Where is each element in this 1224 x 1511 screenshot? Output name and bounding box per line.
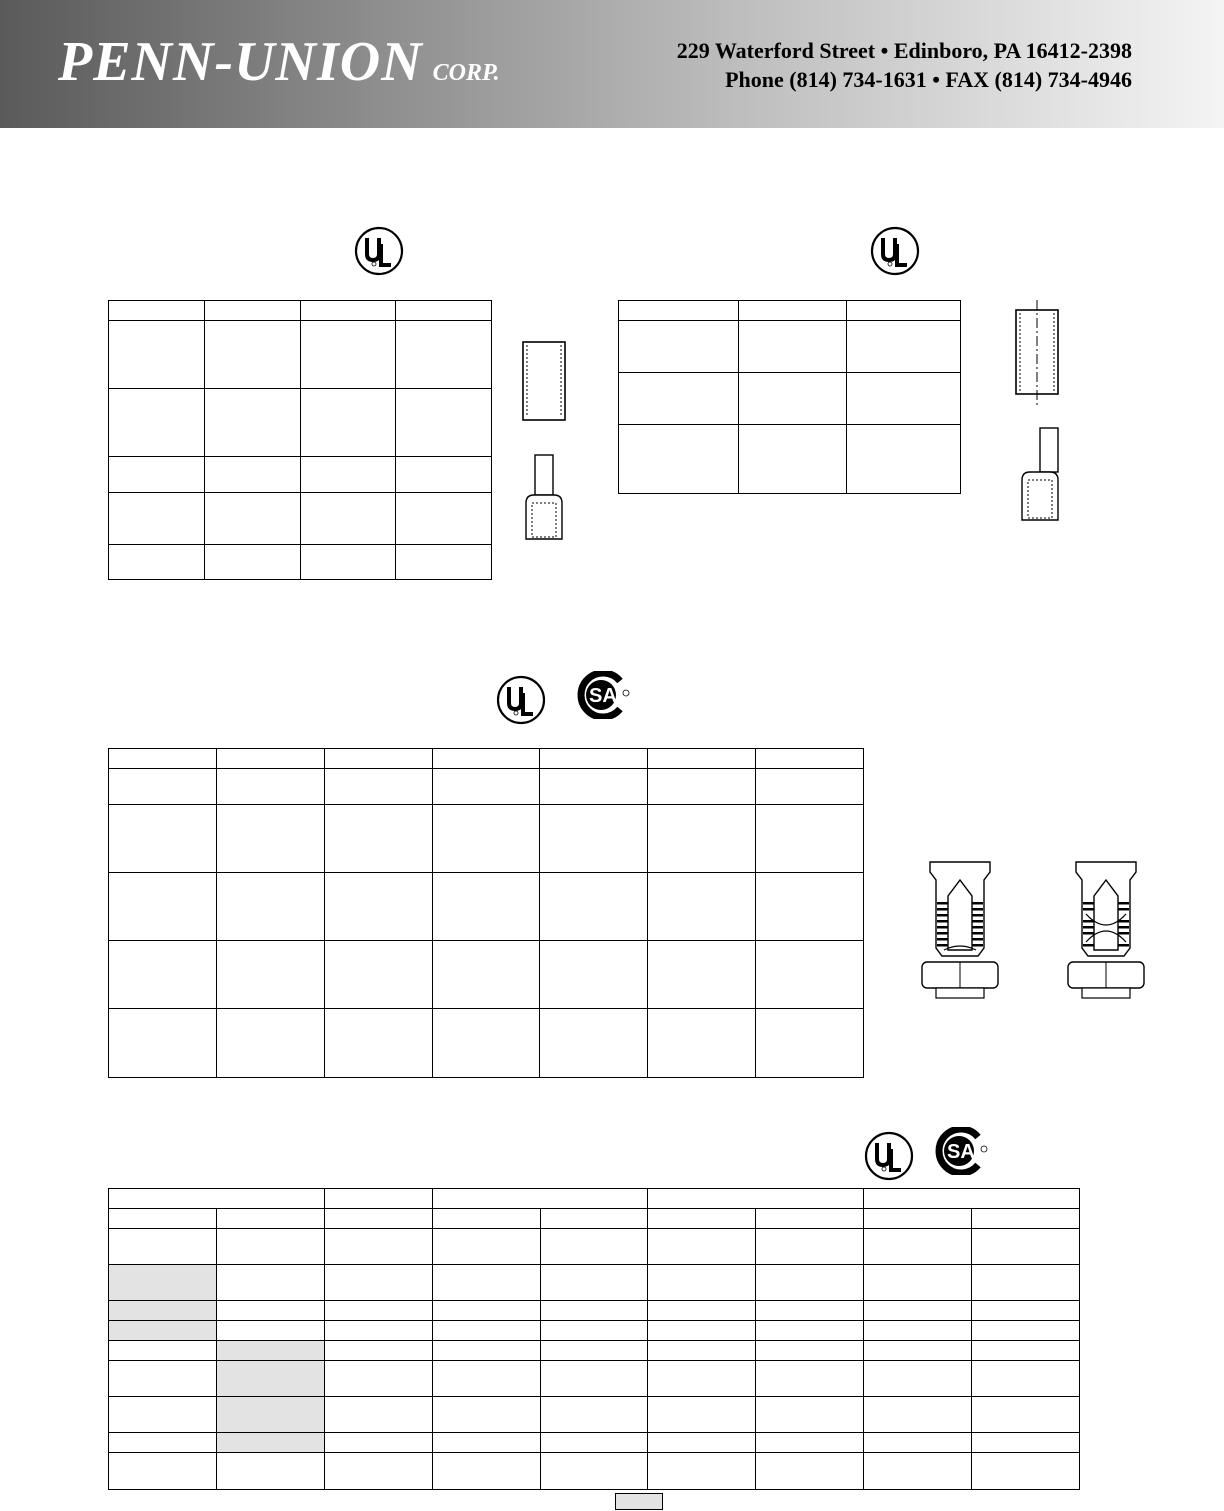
table-row <box>109 941 864 1009</box>
table-row <box>109 1341 1080 1361</box>
table-row <box>109 1301 1080 1321</box>
spec-table-bottom <box>108 1188 1080 1490</box>
ul-listed-icon <box>870 226 920 276</box>
table-row <box>109 769 864 805</box>
ul-listed-icon <box>864 1131 914 1181</box>
table-row <box>109 389 492 457</box>
sleeve-connector-icon <box>520 340 568 422</box>
split-bolt-connector-icon <box>1064 858 1148 1002</box>
table-row <box>109 1433 1080 1453</box>
ul-listed-icon <box>354 226 404 276</box>
split-bolt-connector-icon <box>918 858 1002 1002</box>
crimp-terminal-icon <box>522 453 566 541</box>
table-row <box>109 321 492 389</box>
table-row <box>619 301 961 321</box>
svg-text:SA: SA <box>947 1141 975 1163</box>
spec-table-upper-left <box>108 300 492 580</box>
company-contact <box>677 36 1132 94</box>
sleeve-connector-icon <box>1012 298 1062 410</box>
table-row <box>109 1265 1080 1301</box>
company-logo <box>58 30 500 94</box>
table-row <box>109 1321 1080 1341</box>
table-row <box>109 1189 1080 1209</box>
spec-table-upper-right <box>618 300 961 494</box>
table-row <box>109 545 492 580</box>
table-row <box>109 301 492 321</box>
table-row <box>109 1397 1080 1433</box>
table-row <box>619 425 961 494</box>
brand-suffix: CORP. <box>432 60 500 86</box>
table-row <box>109 493 492 545</box>
ul-listed-icon <box>496 675 546 725</box>
address-line: 229 Waterford Street • Edinboro, PA 16412-2398 <box>676 38 1132 63</box>
table-row <box>109 873 864 941</box>
page-header <box>0 0 1224 128</box>
table-row <box>109 1453 1080 1490</box>
csa-certified-icon <box>576 671 632 719</box>
table-row <box>619 321 961 373</box>
table-row <box>109 1229 1080 1265</box>
table-row <box>109 457 492 493</box>
spec-table-middle <box>108 748 864 1078</box>
table-row <box>109 1209 1080 1229</box>
table-row <box>619 373 961 425</box>
table-row <box>109 1009 864 1078</box>
table-row <box>109 749 864 769</box>
page-number-box <box>615 1493 663 1510</box>
csa-certified-icon <box>934 1127 990 1175</box>
svg-text:SA: SA <box>589 685 617 707</box>
crimp-terminal-icon <box>1018 426 1062 522</box>
brand-name: PENN-UNION <box>58 31 423 93</box>
table-row <box>109 805 864 873</box>
phone-line: Phone (814) 734-1631 • FAX (814) 734-4946 <box>725 67 1132 92</box>
table-row <box>109 1361 1080 1397</box>
